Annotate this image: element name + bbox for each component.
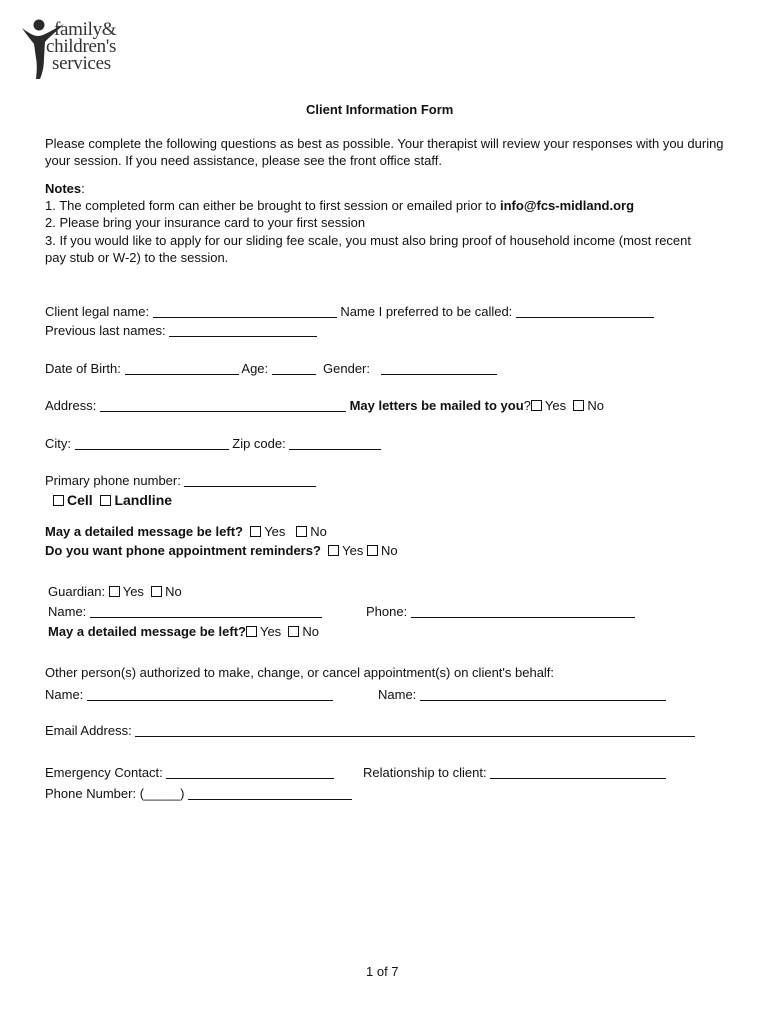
letters-yes-label: Yes: [544, 398, 567, 413]
message-yes-checkbox[interactable]: [250, 526, 261, 537]
relationship-field[interactable]: [490, 766, 666, 779]
phone-number-label: Phone Number:: [45, 786, 137, 801]
city-field[interactable]: [75, 437, 229, 450]
emergency-contact-label: Emergency Contact:: [45, 765, 163, 780]
guardian-phone-row: [366, 604, 635, 620]
emergency-contact-row: [45, 765, 334, 781]
guardian-yes-label: Yes: [122, 584, 144, 599]
email-row: [45, 723, 695, 739]
notes-heading: Notes:: [45, 181, 85, 196]
guardian-label: Guardian:: [48, 584, 106, 599]
address-field[interactable]: [100, 399, 346, 412]
logo-text: [44, 21, 154, 72]
zip-label: Zip code:: [232, 436, 286, 451]
phone-type-row: [53, 492, 172, 508]
letters-no-label: No: [587, 398, 604, 413]
email-link: info@fcs-midland.org: [500, 198, 635, 213]
guardian-message-no-label: No: [302, 624, 320, 639]
age-field[interactable]: [272, 362, 316, 375]
address-label: Address:: [45, 398, 97, 413]
authorized-name-2-field[interactable]: [420, 688, 666, 701]
intro-text: Please complete the following questions as best as possible. Your therapist will review your responses with you during your session. If you need assistance, please see the front office staff.: [45, 136, 724, 168]
guardian-no-label: No: [165, 584, 182, 599]
message-yes-label: Yes: [264, 524, 286, 539]
reminders-no-label: No: [380, 543, 398, 558]
cell-label: Cell: [67, 492, 93, 508]
page-number: 1 of 7: [366, 964, 399, 979]
notes-item-2: 2. Please bring your insurance card to your first session: [45, 215, 366, 230]
message-no-label: No: [310, 524, 327, 539]
reminders-yes-label: Yes: [342, 543, 364, 558]
phone-number-row: [45, 786, 352, 802]
guardian-phone-label: Phone:: [366, 604, 408, 619]
preferred-name-field[interactable]: [516, 305, 654, 318]
guardian-message-row: [48, 624, 319, 640]
guardian-message-yes-checkbox[interactable]: [246, 626, 257, 637]
previous-last-names-label: Previous last names:: [45, 323, 166, 338]
cell-checkbox[interactable]: [53, 495, 64, 506]
logo-line-2: children's: [46, 36, 117, 57]
email-field[interactable]: [135, 724, 695, 737]
client-legal-name-field[interactable]: [153, 305, 337, 318]
authorized-name-1-row: [45, 687, 333, 703]
age-label: Age:: [241, 361, 269, 376]
client-legal-name-row: [45, 304, 654, 320]
guardian-name-field[interactable]: [90, 605, 322, 618]
landline-label: Landline: [114, 492, 173, 508]
email-label: Email Address:: [45, 723, 132, 738]
address-row: Address: May letters be mailed to you? Yes No: [45, 398, 604, 413]
gender-field[interactable]: [381, 362, 497, 375]
may-letters-label: May letters be mailed to you: [349, 398, 524, 413]
gender-label: Gender:: [323, 361, 370, 376]
authorized-label: Other person(s) authorized to make, change, or cancel appointment(s) on client's behalf:: [45, 665, 555, 680]
logo-line-3: services: [52, 53, 111, 74]
notes-item-1: 1. The completed form can either be brought to first session or emailed prior to info@fcs-midland.org: [45, 198, 635, 213]
dob-label: Date of Birth:: [45, 361, 121, 376]
page-title: Client Information Form: [306, 102, 454, 117]
guardian-message-label: May a detailed message be left?: [48, 624, 246, 639]
guardian-yes-checkbox[interactable]: [109, 586, 120, 597]
client-legal-name-label: Client legal name:: [45, 304, 150, 319]
guardian-message-yes-label: Yes: [259, 624, 282, 639]
previous-last-names-field[interactable]: [169, 324, 317, 337]
dob-field[interactable]: [125, 362, 239, 375]
zip-field[interactable]: [289, 437, 381, 450]
authorized-name-2-row: [378, 687, 666, 703]
guardian-name-row: [48, 604, 322, 620]
preferred-name-label: Name I preferred to be called:: [340, 304, 513, 319]
guardian-message-no-checkbox[interactable]: [288, 626, 299, 637]
guardian-name-label: Name:: [48, 604, 87, 619]
previous-last-names-row: [45, 323, 317, 339]
authorized-name-2-label: Name:: [378, 687, 417, 702]
city-label: City:: [45, 436, 71, 451]
guardian-row: [48, 584, 182, 600]
detailed-message-label: May a detailed message be left?: [45, 524, 243, 539]
authorized-name-1-field[interactable]: [87, 688, 333, 701]
guardian-phone-field[interactable]: [411, 605, 635, 618]
reminders-no-checkbox[interactable]: [367, 545, 378, 556]
emergency-contact-field[interactable]: [166, 766, 334, 779]
primary-phone-row: [45, 473, 316, 489]
guardian-no-checkbox[interactable]: [151, 586, 162, 597]
authorized-name-1-label: Name:: [45, 687, 84, 702]
logo-line-1: family&: [54, 19, 117, 40]
phone-reminders-label: Do you want phone appointment reminders?: [45, 543, 321, 558]
relationship-label: Relationship to client:: [363, 765, 487, 780]
relationship-row: [363, 765, 666, 781]
area-code: (_____): [139, 786, 185, 801]
phone-reminders-row: [45, 543, 398, 559]
letters-no-checkbox[interactable]: [573, 400, 584, 411]
dob-row: [45, 361, 497, 377]
letters-yes-checkbox[interactable]: [531, 400, 542, 411]
landline-checkbox[interactable]: [100, 495, 111, 506]
message-no-checkbox[interactable]: [296, 526, 307, 537]
primary-phone-field[interactable]: [184, 474, 316, 487]
city-row: [45, 436, 381, 452]
detailed-message-row: [45, 524, 327, 540]
notes-item-3: 3. If you would like to apply for our sliding fee scale, you must also bring proof of household income (most recent pay stub or W-2) to the session.: [45, 233, 692, 265]
phone-number-field[interactable]: [188, 787, 352, 800]
primary-phone-label: Primary phone number:: [45, 473, 181, 488]
reminders-yes-checkbox[interactable]: [328, 545, 339, 556]
